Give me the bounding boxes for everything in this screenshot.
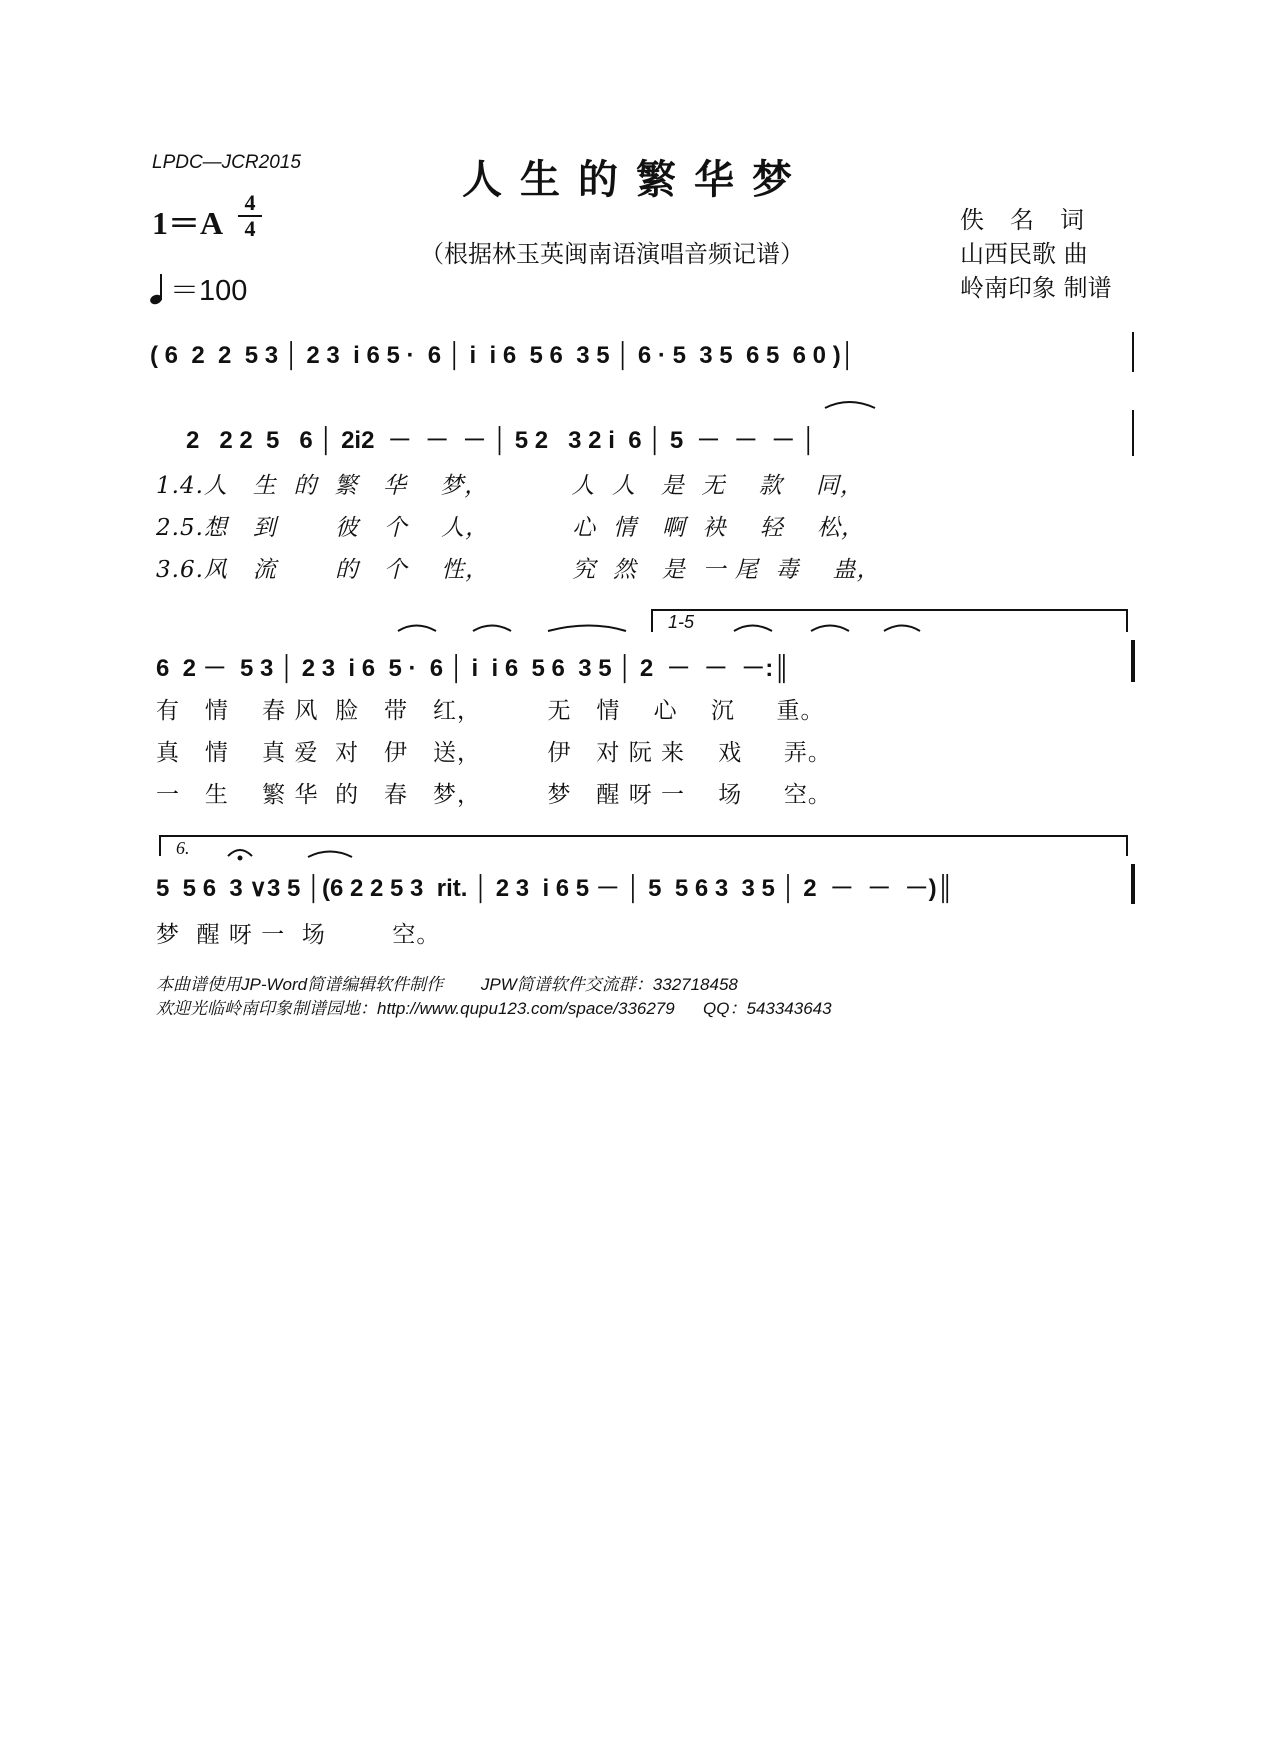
lyric-verse-6: 梦 醒 呀 一 场 空。	[156, 922, 441, 948]
time-signature-top: 4	[244, 190, 256, 215]
song-title: 人生的繁华梦	[462, 156, 810, 203]
score-row-1: ( 6 2 2 5 3 │ 2 3 i 6 5 · 6 │ i i 6 5 6 3 5 │ 6 · 5 3 5 6 5 6 0 )│	[150, 342, 856, 369]
lyric-verse-1a: 1.4.人 生 的 繁 华 梦， 人 人 是 无 款 同，	[156, 473, 865, 499]
lyric-verse-3a: 3.6.风 流 的 个 性， 究 然 是 一 尾 毒 蛊，	[156, 557, 881, 583]
time-signature-bottom: 4	[244, 216, 256, 241]
lyric-verse-2a: 2.5.想 到 彼 个 人， 心 情 啊 袂 轻 松，	[156, 515, 865, 541]
score-code: LPDC—JCR2015	[152, 152, 301, 173]
lyric-verse-2b: 真 情 真 爱 对 伊 送， 伊 对 阮 来 戏 弄。	[156, 740, 832, 766]
volta-6: 6.	[176, 838, 190, 858]
arranger-credit: 岭南印象 制谱	[960, 274, 1112, 302]
volta-1-5: 1-5	[668, 612, 695, 632]
score-row-3: 6 2 － 5 3 │ 2 3 i 6 5 · 6 │ i i 6 5 6 3 5 │ 2 － － －:║	[156, 655, 791, 682]
key-signature: 1＝A	[152, 205, 224, 241]
subtitle: （根据林玉英闽南语演唱音频记谱）	[420, 240, 804, 268]
footer-line-1: 本曲谱使用JP-Word简谱编辑软件制作 JPW简谱软件交流群：332718458	[156, 975, 738, 994]
lyric-verse-1b: 有 情 春 风 脸 带 红， 无 情 心 沉 重。	[156, 698, 825, 724]
footer-line-2: 欢迎光临岭南印象制谱园地：http://www.qupu123.com/space/336279 QQ：543343643	[156, 999, 832, 1018]
score-row-2: 2 2 2 5 6 │ 2i2 － － － │ 5 2 3 2 i 6 │ 5 － － － │	[186, 427, 817, 454]
score-row-4: 5 5 6 3 ∨3 5 │(6 2 2 5 3 rit. │ 2 3 i 6 5 － │ 5 5 6 3 3 5 │ 2 － － －)║	[156, 875, 954, 902]
tempo-value: ＝100	[170, 275, 248, 307]
lyric-verse-3b: 一 生 繁 华 的 春 梦， 梦 醒 呀 一 场 空。	[156, 782, 832, 808]
lyricist-credit: 佚名词	[960, 206, 1110, 234]
composer-credit: 山西民歌 曲	[960, 240, 1088, 268]
